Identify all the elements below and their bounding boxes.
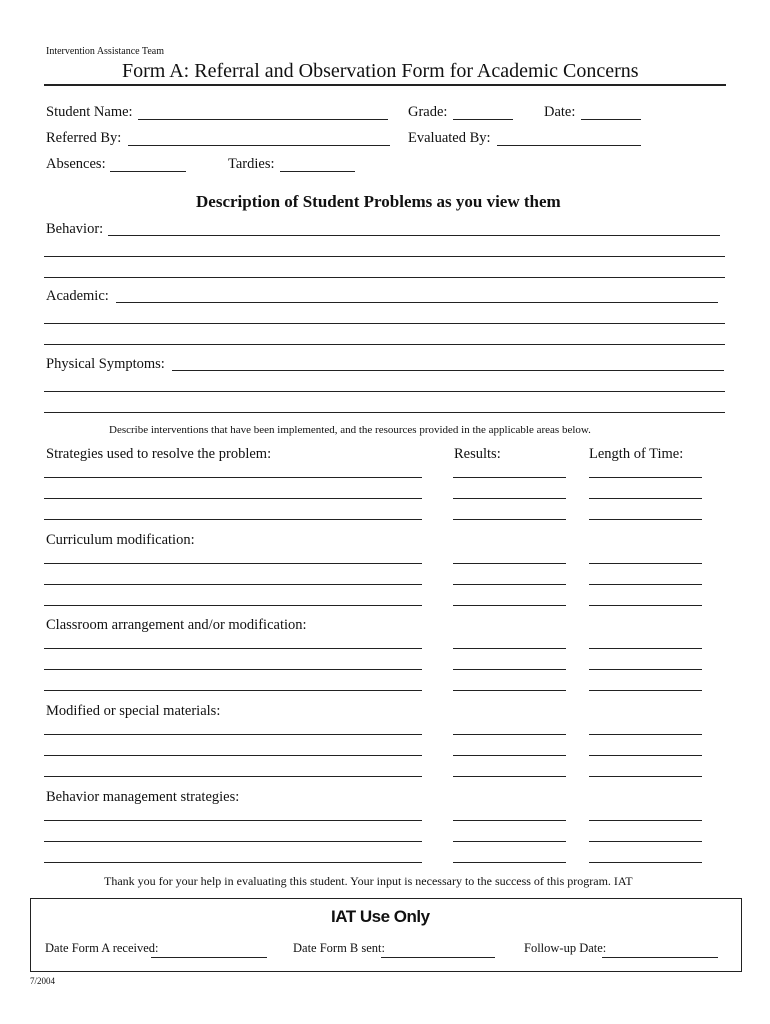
classroom-length-2[interactable]	[589, 669, 702, 670]
tardies-label: Tardies:	[228, 156, 275, 172]
strategies-length-2[interactable]	[589, 498, 702, 499]
academic-label: Academic:	[46, 288, 109, 304]
iat-use-only-box	[30, 898, 742, 972]
behavior-mgmt-line-1[interactable]	[44, 820, 422, 821]
strategies-length-1[interactable]	[589, 477, 702, 478]
follow-up-date-label: Follow-up Date:	[524, 941, 607, 955]
evaluated-by-label: Evaluated By:	[408, 130, 491, 146]
behavior-mgmt-results-3[interactable]	[453, 862, 566, 863]
curriculum-results-1[interactable]	[453, 563, 566, 564]
section-curriculum-label: Curriculum modification:	[46, 532, 195, 548]
evaluated-by-field[interactable]	[497, 145, 641, 146]
behavior-mgmt-length-3[interactable]	[589, 862, 702, 863]
physical-line-2[interactable]	[44, 391, 725, 392]
physical-symptoms-field[interactable]	[172, 370, 724, 371]
materials-length-1[interactable]	[589, 734, 702, 735]
date-label: Date:	[544, 104, 576, 120]
classroom-length-3[interactable]	[589, 690, 702, 691]
academic-field[interactable]	[116, 302, 718, 303]
behavior-mgmt-results-1[interactable]	[453, 820, 566, 821]
interventions-instruction: Describe interventions that have been implemented, and the resources provided in the applicable areas below.	[109, 424, 591, 436]
date-form-b-label: Date Form B sent:	[293, 941, 386, 955]
behavior-mgmt-line-3[interactable]	[44, 862, 422, 863]
referred-by-label: Referred By:	[46, 130, 122, 146]
thanks-note: Thank you for your help in evaluating this student. Your input is necessary to the success of this program. IAT	[104, 874, 633, 888]
section-materials-label: Modified or special materials:	[46, 703, 221, 719]
description-heading: Description of Student Problems as you view them	[196, 192, 561, 211]
classroom-results-3[interactable]	[453, 690, 566, 691]
materials-line-3[interactable]	[44, 776, 422, 777]
classroom-results-2[interactable]	[453, 669, 566, 670]
section-classroom-label: Classroom arrangement and/or modification:	[46, 617, 307, 633]
absences-label: Absences:	[46, 156, 106, 172]
follow-up-date-field[interactable]	[602, 957, 718, 958]
behavior-field[interactable]	[108, 235, 720, 236]
section-strategies-label: Strategies used to resolve the problem:	[46, 446, 272, 462]
curriculum-line-3[interactable]	[44, 605, 422, 606]
classroom-line-3[interactable]	[44, 690, 422, 691]
materials-line-1[interactable]	[44, 734, 422, 735]
strategies-results-2[interactable]	[453, 498, 566, 499]
classroom-length-1[interactable]	[589, 648, 702, 649]
strategies-length-3[interactable]	[589, 519, 702, 520]
materials-length-2[interactable]	[589, 755, 702, 756]
tardies-field[interactable]	[280, 171, 355, 172]
academic-line-2[interactable]	[44, 323, 725, 324]
student-name-label: Student Name:	[46, 104, 133, 120]
classroom-line-1[interactable]	[44, 648, 422, 649]
curriculum-results-2[interactable]	[453, 584, 566, 585]
version-label: 7/2004	[30, 976, 56, 986]
materials-results-3[interactable]	[453, 776, 566, 777]
curriculum-results-3[interactable]	[453, 605, 566, 606]
materials-results-1[interactable]	[453, 734, 566, 735]
materials-line-2[interactable]	[44, 755, 422, 756]
behavior-line-2[interactable]	[44, 256, 725, 257]
physical-line-3[interactable]	[44, 412, 725, 413]
date-form-b-field[interactable]	[381, 957, 495, 958]
academic-line-3[interactable]	[44, 344, 725, 345]
absences-field[interactable]	[110, 171, 186, 172]
behavior-mgmt-results-2[interactable]	[453, 841, 566, 842]
org-name: Intervention Assistance Team	[46, 46, 164, 57]
classroom-line-2[interactable]	[44, 669, 422, 670]
date-form-a-label: Date Form A received:	[45, 941, 159, 955]
grade-label: Grade:	[408, 104, 448, 120]
curriculum-line-1[interactable]	[44, 563, 422, 564]
curriculum-length-2[interactable]	[589, 584, 702, 585]
title-rule	[44, 84, 726, 86]
section-behavior-mgmt-label: Behavior management strategies:	[46, 789, 240, 805]
materials-length-3[interactable]	[589, 776, 702, 777]
behavior-label: Behavior:	[46, 221, 104, 237]
date-field[interactable]	[581, 119, 641, 120]
behavior-mgmt-length-1[interactable]	[589, 820, 702, 821]
behavior-mgmt-length-2[interactable]	[589, 841, 702, 842]
behavior-line-3[interactable]	[44, 277, 725, 278]
strategies-results-1[interactable]	[453, 477, 566, 478]
curriculum-length-1[interactable]	[589, 563, 702, 564]
strategies-line-2[interactable]	[44, 498, 422, 499]
strategies-line-1[interactable]	[44, 477, 422, 478]
student-name-field[interactable]	[138, 119, 388, 120]
grade-field[interactable]	[453, 119, 513, 120]
classroom-results-1[interactable]	[453, 648, 566, 649]
behavior-mgmt-line-2[interactable]	[44, 841, 422, 842]
curriculum-line-2[interactable]	[44, 584, 422, 585]
curriculum-length-3[interactable]	[589, 605, 702, 606]
iat-use-only-title: IAT Use Only	[331, 907, 430, 926]
date-form-a-field[interactable]	[151, 957, 267, 958]
form-title: Form A: Referral and Observation Form for Academic Concerns	[122, 60, 639, 82]
length-of-time-header: Length of Time:	[589, 446, 684, 462]
referred-by-field[interactable]	[128, 145, 390, 146]
physical-symptoms-label: Physical Symptoms:	[46, 356, 165, 372]
materials-results-2[interactable]	[453, 755, 566, 756]
strategies-line-3[interactable]	[44, 519, 422, 520]
strategies-results-3[interactable]	[453, 519, 566, 520]
results-header: Results:	[454, 446, 501, 462]
